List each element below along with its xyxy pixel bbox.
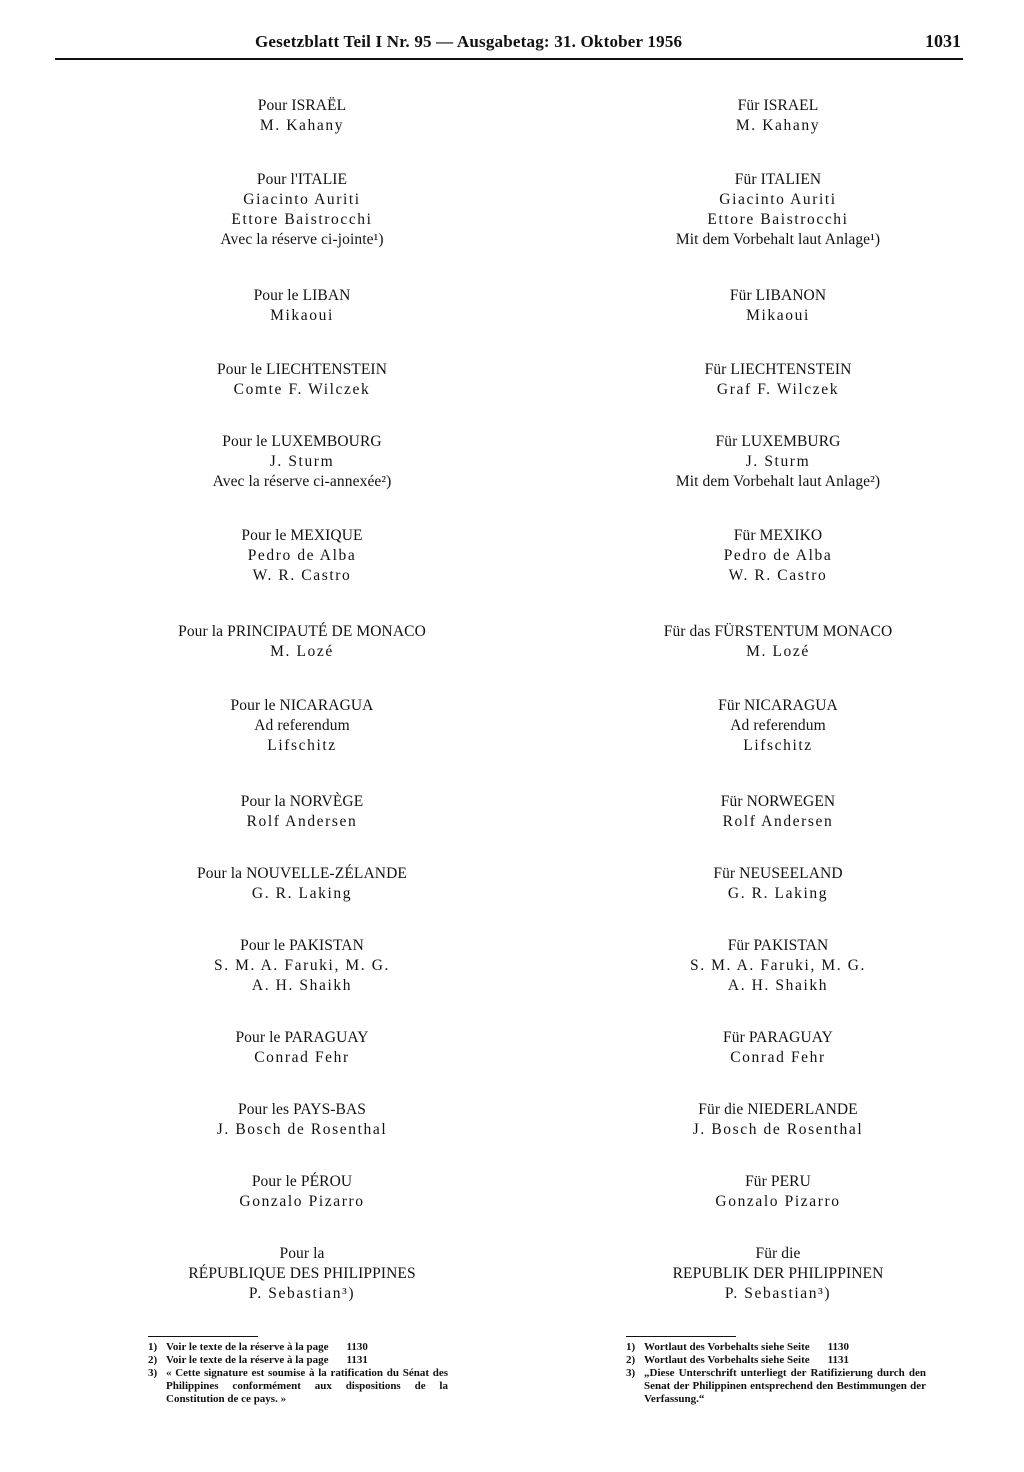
country-label: Für MEXIKO xyxy=(733,527,823,544)
signature-block xyxy=(102,792,502,832)
footnote-body xyxy=(644,1367,926,1406)
signature-block xyxy=(578,696,978,756)
footnote-mark: 2) xyxy=(148,1354,158,1366)
footnote-mark: 3) xyxy=(626,1367,636,1379)
signatory-name: Ettore Baistrocchi xyxy=(231,211,373,228)
page-number: 1031 xyxy=(925,31,961,51)
signature-block xyxy=(578,432,978,492)
country-label: REPUBLIK DER PHILIPPINEN xyxy=(672,1265,884,1282)
signatory-name: S. M. A. Faruki, M. G. xyxy=(213,957,390,974)
footnote xyxy=(626,1341,926,1354)
signatory-name: Ettore Baistrocchi xyxy=(707,211,849,228)
footnote-body xyxy=(644,1354,926,1367)
signatory-name: Conrad Fehr xyxy=(254,1049,350,1066)
footnote-body xyxy=(166,1341,448,1354)
signatory-name: J. Bosch de Rosenthal xyxy=(216,1121,388,1138)
country-label: Pour le LIBAN xyxy=(253,287,351,304)
signature-block xyxy=(578,1100,978,1140)
country-label: Für PARAGUAY xyxy=(723,1029,833,1046)
country-label: Pour le LUXEMBOURG xyxy=(222,433,382,450)
footnote-page-ref: 1130 xyxy=(827,1341,850,1353)
signatory-name: Pedro de Alba xyxy=(247,547,357,564)
footnote-text: « Cette signature est soumise à la ratification du Sénat des Philippines conformément aux dispositions de la Constitution de ce pays. » xyxy=(166,1367,448,1405)
country-label: Pour la NORVÈGE xyxy=(240,793,364,810)
reservation-note: Mit dem Vorbehalt laut Anlage²) xyxy=(675,473,881,490)
country-label: Pour la xyxy=(279,1245,325,1262)
country-label: Pour la PRINCIPAUTÉ DE MONACO xyxy=(178,623,426,640)
country-label: Für die NIEDERLANDE xyxy=(698,1101,858,1118)
country-label: Pour l'ITALIE xyxy=(256,171,348,188)
signatory-name: Conrad Fehr xyxy=(730,1049,826,1066)
signatory-name: Mikaoui xyxy=(746,307,810,324)
reservation-note: Ad referendum xyxy=(254,717,350,734)
country-label: Für die xyxy=(755,1245,801,1262)
country-label: Pour les PAYS-BAS xyxy=(237,1101,367,1118)
footnote xyxy=(626,1354,926,1367)
country-label: Für PAKISTAN xyxy=(727,937,829,954)
footnote-text: Voir le texte de la réserve à la page xyxy=(166,1341,329,1353)
footnote-text: „Diese Unterschrift unterliegt der Ratifizierung durch den Senat der Philippinen entsprechend den Bestimmungen der Verfassung.“ xyxy=(644,1367,926,1405)
country-label: Für NORWEGEN xyxy=(720,793,836,810)
footnote-mark: 1) xyxy=(148,1341,158,1353)
signatory-name: J. Sturm xyxy=(269,453,335,470)
signature-block xyxy=(102,1172,502,1212)
signatory-name: Giacinto Auriti xyxy=(719,191,837,208)
country-label: Für NEUSEELAND xyxy=(713,865,843,882)
signature-block xyxy=(102,1244,502,1304)
signature-block xyxy=(578,1244,978,1304)
country-label: Für LIBANON xyxy=(729,287,827,304)
country-label: RÉPUBLIQUE DES PHILIPPINES xyxy=(188,1265,416,1282)
signature-block xyxy=(102,622,502,662)
footnote-page-ref: 1131 xyxy=(346,1354,368,1366)
signature-block xyxy=(102,1100,502,1140)
footnote-body xyxy=(166,1354,448,1367)
signature-block xyxy=(102,432,502,492)
country-label: Für NICARAGUA xyxy=(718,697,838,714)
signatory-name: W. R. Castro xyxy=(728,567,828,584)
country-label: Für ITALIEN xyxy=(734,171,822,188)
footnote-mark: 1) xyxy=(626,1341,636,1353)
signature-block xyxy=(578,1172,978,1212)
signatory-name: Comte F. Wilczek xyxy=(233,381,371,398)
signature-block xyxy=(102,696,502,756)
footnote-page-ref: 1130 xyxy=(346,1341,368,1353)
footnote-text: Voir le texte de la réserve à la page xyxy=(166,1354,329,1366)
reservation-note: Avec la réserve ci-annexée²) xyxy=(212,473,392,490)
reservation-note: Ad referendum xyxy=(730,717,826,734)
reservation-note: Mit dem Vorbehalt laut Anlage¹) xyxy=(675,231,881,248)
signatory-name: Giacinto Auriti xyxy=(243,191,361,208)
footnote xyxy=(626,1367,926,1406)
signatory-name: Rolf Andersen xyxy=(246,813,358,830)
footnote-rule xyxy=(148,1336,258,1337)
signature-block xyxy=(578,286,978,326)
signature-block xyxy=(102,96,502,136)
footnote-text: Wortlaut des Vorbehalts siehe Seite xyxy=(644,1341,810,1353)
signatory-name: P. Sebastian³) xyxy=(248,1285,356,1302)
signatory-name: Mikaoui xyxy=(270,307,334,324)
signature-block xyxy=(578,936,978,996)
french-footnotes xyxy=(148,1336,448,1406)
header-title: Gesetzblatt Teil I Nr. 95 — Ausgabetag: 31. Oktober 1956 xyxy=(255,32,683,51)
footnote-body xyxy=(644,1341,926,1354)
signature-block xyxy=(102,864,502,904)
signature-block xyxy=(102,1028,502,1068)
footnote xyxy=(148,1341,448,1354)
signature-block xyxy=(102,360,502,400)
signatory-name: A. H. Shaikh xyxy=(727,977,829,994)
country-label: Für LIECHTENSTEIN xyxy=(704,361,852,378)
country-label: Für PERU xyxy=(745,1173,811,1190)
country-label: Für ISRAEL xyxy=(737,97,819,114)
country-label: Pour le MEXIQUE xyxy=(241,527,363,544)
country-label: Pour la NOUVELLE-ZÉLANDE xyxy=(197,865,407,882)
country-label: Für LUXEMBURG xyxy=(715,433,841,450)
signatory-name: M. Kahany xyxy=(259,117,345,134)
country-label: Pour le PAKISTAN xyxy=(240,937,364,954)
footnote xyxy=(148,1354,448,1367)
signatory-name: M. Lozé xyxy=(746,643,810,660)
signature-block xyxy=(102,286,502,326)
country-label: Pour le NICARAGUA xyxy=(230,697,374,714)
signature-block xyxy=(102,170,502,250)
signature-block xyxy=(578,792,978,832)
country-label: Für das FÜRSTENTUM MONACO xyxy=(663,623,893,640)
signatory-name: Lifschitz xyxy=(743,737,813,754)
signature-block xyxy=(578,622,978,662)
country-label: Pour le PÉROU xyxy=(251,1173,353,1190)
signatory-name: J. Sturm xyxy=(745,453,811,470)
footnote-mark: 2) xyxy=(626,1354,636,1366)
signatory-name: Gonzalo Pizarro xyxy=(239,1193,365,1210)
signature-block xyxy=(578,864,978,904)
signature-block xyxy=(578,360,978,400)
signature-block xyxy=(578,526,978,586)
signatory-name: J. Bosch de Rosenthal xyxy=(692,1121,864,1138)
footnote-rule xyxy=(626,1336,736,1337)
footnote-body xyxy=(166,1367,448,1406)
page-header xyxy=(55,28,963,60)
signatory-name: G. R. Laking xyxy=(251,885,353,902)
signatory-name: Pedro de Alba xyxy=(723,547,833,564)
signatory-name: Rolf Andersen xyxy=(722,813,834,830)
signature-block xyxy=(578,170,978,250)
signature-block xyxy=(578,1028,978,1068)
signatory-name: Gonzalo Pizarro xyxy=(715,1193,841,1210)
signatory-name: M. Lozé xyxy=(270,643,334,660)
signatory-name: A. H. Shaikh xyxy=(251,977,353,994)
signatory-name: M. Kahany xyxy=(735,117,821,134)
signatory-name: S. M. A. Faruki, M. G. xyxy=(689,957,866,974)
signatory-name: P. Sebastian³) xyxy=(724,1285,832,1302)
signature-block xyxy=(102,936,502,996)
signature-block xyxy=(578,96,978,136)
footnote-mark: 3) xyxy=(148,1367,158,1379)
country-label: Pour ISRAËL xyxy=(257,97,347,114)
footnote xyxy=(148,1367,448,1406)
country-label: Pour le LIECHTENSTEIN xyxy=(217,361,387,378)
footnote-text: Wortlaut des Vorbehalts siehe Seite xyxy=(644,1354,810,1366)
signature-block xyxy=(102,526,502,586)
reservation-note: Avec la réserve ci-jointe¹) xyxy=(220,231,384,248)
signatory-name: Lifschitz xyxy=(267,737,337,754)
signatory-name: Graf F. Wilczek xyxy=(716,381,840,398)
country-label: Pour le PARAGUAY xyxy=(235,1029,369,1046)
signatory-name: G. R. Laking xyxy=(727,885,829,902)
footnote-page-ref: 1131 xyxy=(827,1354,850,1366)
signatory-name: W. R. Castro xyxy=(252,567,352,584)
german-footnotes xyxy=(626,1336,926,1406)
